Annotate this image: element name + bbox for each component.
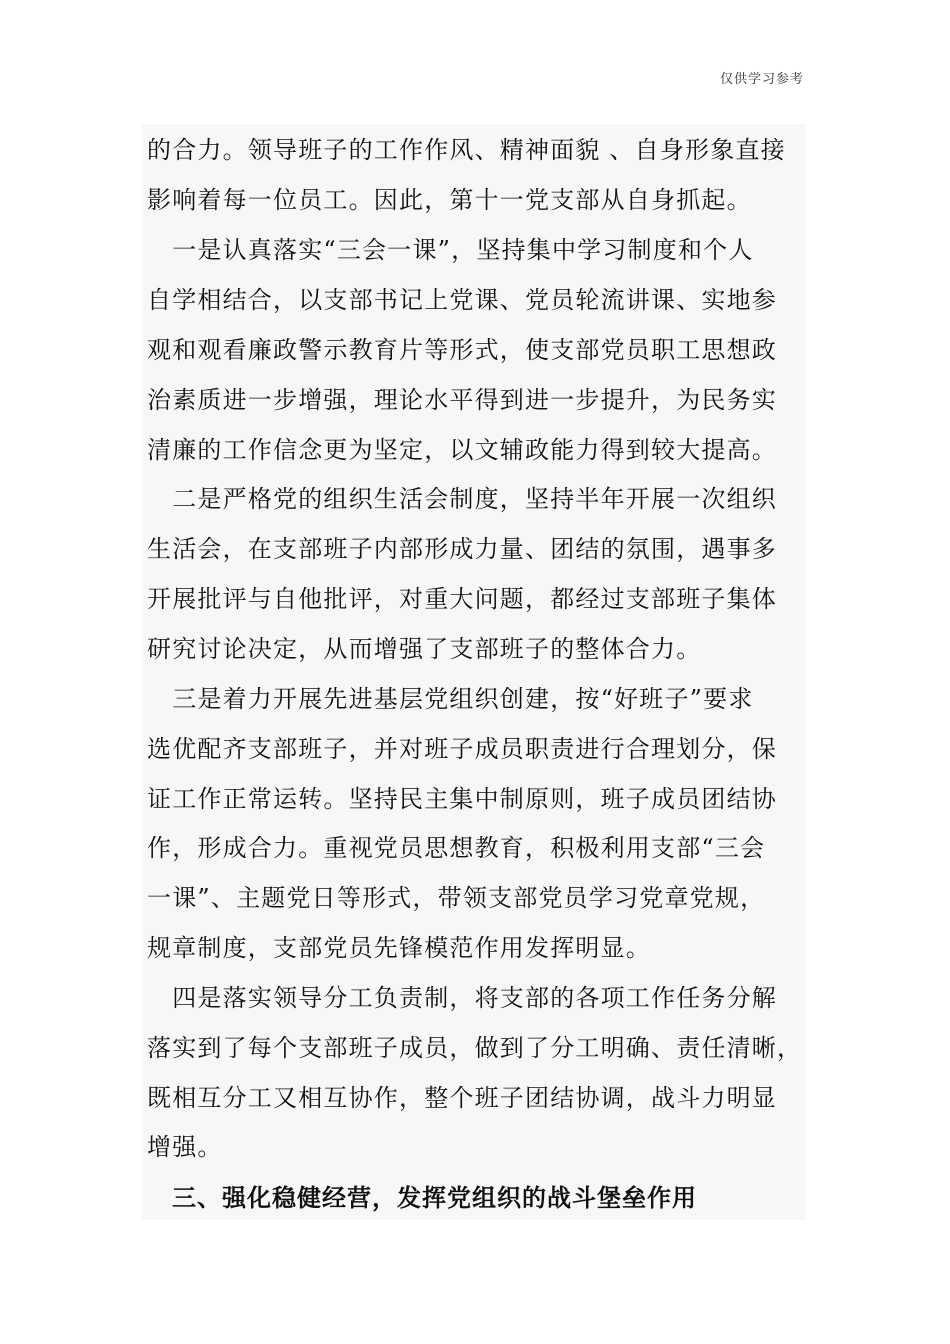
paragraph-line: 自学相结合，以支部书记上党课、党员轮流讲课、实地参	[147, 286, 777, 314]
paragraph-line: 作，形成合力。重视党员思想教育，积极利用支部“三会	[147, 834, 766, 862]
paragraph-line: 的合力。领导班子的工作作风、精神面貌 、自身形象直接	[147, 136, 786, 164]
paragraph-line: 研究讨论决定，从而增强了支部班子的整体合力。	[147, 635, 702, 663]
paragraph-line: 三是着力开展先进基层党组织创建，按“好班子”要求	[147, 685, 754, 713]
header-note: 仅供学习参考	[719, 72, 804, 87]
paragraph-line: 证工作正常运转。坚持民主集中制原则，班子成员团结协	[147, 785, 777, 813]
paragraph-line: 二是严格党的组织生活会制度，坚持半年开展一次组织	[147, 485, 777, 513]
paragraph-line: 增强。	[147, 1133, 223, 1161]
paragraph-line: 一是认真落实“三会一课”，坚持集中学习制度和个人	[147, 236, 754, 264]
paragraph-line: 生活会，在支部班子内部形成力量、团结的氛围，遇事多	[147, 535, 777, 563]
paragraph-line: 既相互分工又相互协作，整个班子团结协调，战斗力明显	[147, 1084, 777, 1112]
paragraph-line: 规章制度，支部党员先锋模范作用发挥明显。	[147, 934, 651, 962]
paragraph-line: 观和观看廉政警示教育片等形式，使支部党员职工思想政	[147, 336, 777, 364]
paragraph-line: 开展批评与自他批评，对重大问题，都经过支部班子集体	[147, 585, 777, 613]
paragraph-line: 选优配齐支部班子，并对班子成员职责进行合理划分，保	[147, 735, 777, 763]
paragraph-line: 清廉的工作信念更为坚定，以文辅政能力得到较大提高。	[147, 436, 777, 464]
paragraph-line: 治素质进一步增强，理论水平得到进一步提升，为民务实	[147, 386, 777, 414]
document-body	[142, 124, 806, 1220]
paragraph-line: 四是落实领导分工负责制，将支部的各项工作任务分解	[147, 984, 777, 1012]
paragraph-line: 影响着每一位员工。因此，第十一党支部从自身抓起。	[147, 186, 752, 214]
paragraph-line: 落实到了每个支部班子成员，做到了分工明确、责任清晰，	[147, 1034, 803, 1062]
section-heading: 三、强化稳健经营，发挥党组织的战斗堡垒作用	[147, 1184, 697, 1212]
paragraph-line: 一课”、主题党日等形式，带领支部党员学习党章党规，	[147, 884, 766, 912]
